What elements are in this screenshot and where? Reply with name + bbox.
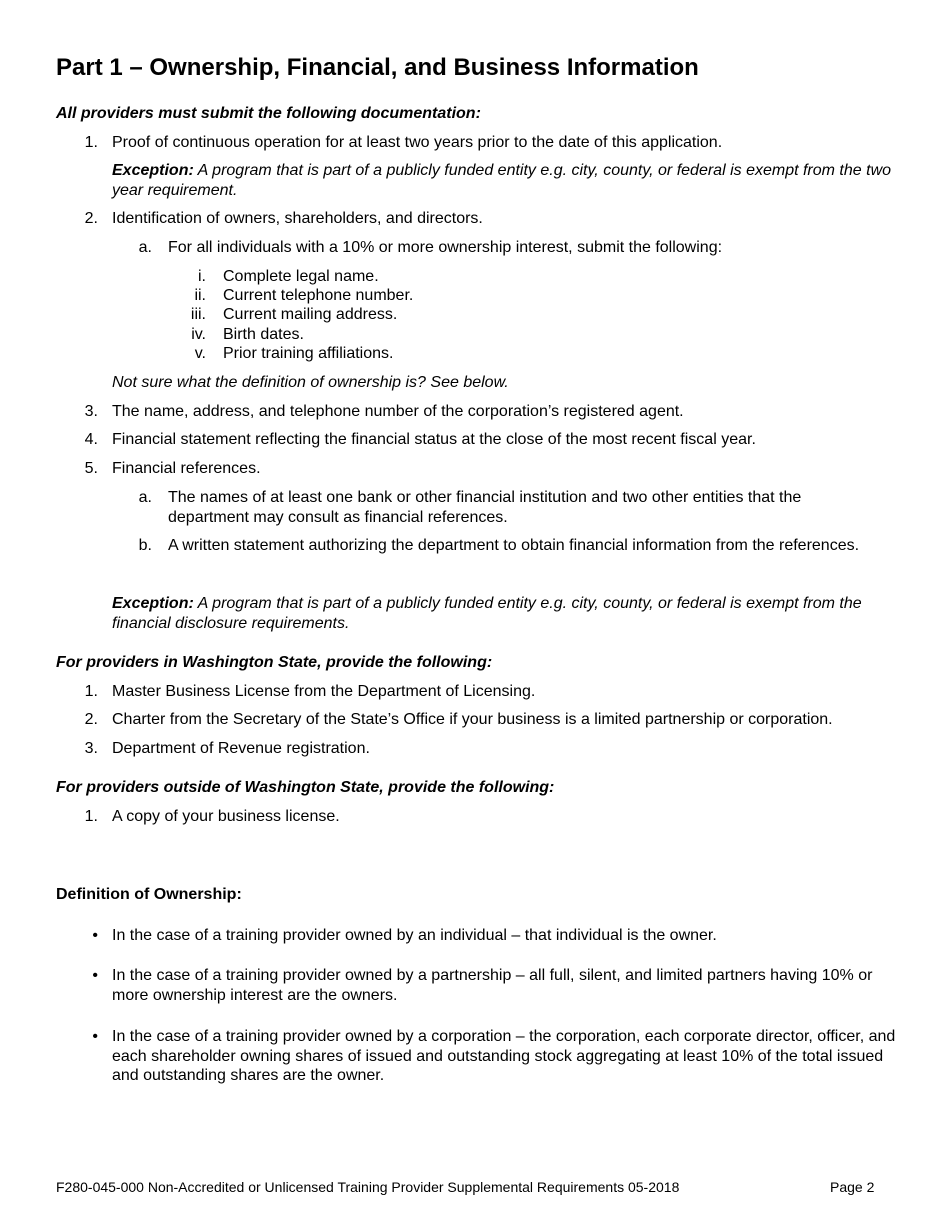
list-marker: v.: [194, 345, 206, 362]
list-marker: a.: [138, 489, 152, 506]
list-item: Current mailing address.: [223, 306, 398, 323]
bullet-item: In the case of a training provider owned by a corporation – the corporation, each corporate director, officer, and each shareholder owning shares of issued and outstanding stock aggregating at least 10% of the total issued and outstanding shares are the owner.: [112, 1028, 896, 1084]
list-marker: 3.: [84, 403, 98, 420]
exception-text: A program that is part of a publicly funded entity e.g. city, county, or federal is exempt from the financial disclosure requirements.: [112, 595, 862, 632]
list-item: For all individuals with a 10% or more ownership interest, submit the following:: [168, 239, 723, 256]
list-item: Financial references.: [112, 460, 261, 477]
list-item: Complete legal name.: [223, 268, 379, 285]
list-marker: iii.: [190, 306, 206, 323]
list-item: A copy of your business license.: [112, 808, 340, 825]
list-marker: 1.: [84, 134, 98, 151]
list-item: Identification of owners, shareholders, and directors.: [112, 210, 483, 227]
list-item: Birth dates.: [223, 326, 304, 343]
list-item: The names of at least one bank or other financial institution and two other entities that the department may consult as financial references.: [168, 489, 802, 526]
bullet-marker: •: [92, 1028, 98, 1045]
list-item: Master Business License from the Department of Licensing.: [112, 683, 536, 700]
list-marker: i.: [198, 268, 206, 285]
definition-heading: Definition of Ownership:: [56, 886, 242, 903]
list-marker: 4.: [84, 431, 98, 448]
list-item: Charter from the Secretary of the State’s Office if your business is a limited partnership or corporation.: [112, 711, 833, 728]
list-marker: iv.: [191, 326, 206, 343]
footer-form-id: F280-045-000 Non-Accredited or Unlicensed Training Provider Supplemental Requirements 05-2018: [56, 1179, 680, 1195]
list-marker: b.: [138, 537, 152, 554]
list-marker: 3.: [84, 740, 98, 757]
outside-providers-heading: For providers outside of Washington State, provide the following:: [56, 779, 555, 796]
list-marker: 2.: [84, 711, 98, 728]
footer-page-number: Page 2: [830, 1179, 875, 1195]
list-item: A written statement authorizing the department to obtain financial information from the references.: [168, 537, 860, 554]
list-marker: 2.: [84, 210, 98, 227]
list-item: Financial statement reflecting the financial status at the close of the most recent fiscal year.: [112, 431, 756, 448]
ownership-note: Not sure what the definition of ownership is? See below.: [112, 374, 509, 391]
bullet-marker: •: [92, 927, 98, 944]
page-title: Part 1 – Ownership, Financial, and Business Information: [56, 54, 699, 81]
list-item: The name, address, and telephone number of the corporation’s registered agent.: [112, 403, 684, 420]
bullet-item: In the case of a training provider owned by a partnership – all full, silent, and limited partners having 10% or more ownership interest are the owners.: [112, 967, 873, 1004]
exception-text: A program that is part of a publicly funded entity e.g. city, county, or federal is exempt from the two year requirement.: [112, 162, 892, 199]
list-item: Current telephone number.: [223, 287, 414, 304]
exception-note: [112, 594, 896, 633]
all-providers-heading: All providers must submit the following documentation:: [56, 105, 481, 122]
list-item: Prior training affiliations.: [223, 345, 394, 362]
list-item: Department of Revenue registration.: [112, 740, 370, 757]
bullet-marker: •: [92, 967, 98, 984]
bullet-item: In the case of a training provider owned by an individual – that individual is the owner.: [112, 927, 717, 944]
list-marker: 5.: [84, 460, 98, 477]
list-marker: 1.: [84, 808, 98, 825]
exception-label: Exception:: [112, 162, 194, 179]
list-marker: ii.: [194, 287, 206, 304]
exception-label: Exception:: [112, 595, 194, 612]
list-item: Proof of continuous operation for at least two years prior to the date of this application.: [112, 134, 723, 151]
list-marker: a.: [138, 239, 152, 256]
exception-note: [112, 161, 896, 200]
list-marker: 1.: [84, 683, 98, 700]
wa-providers-heading: For providers in Washington State, provide the following:: [56, 654, 493, 671]
